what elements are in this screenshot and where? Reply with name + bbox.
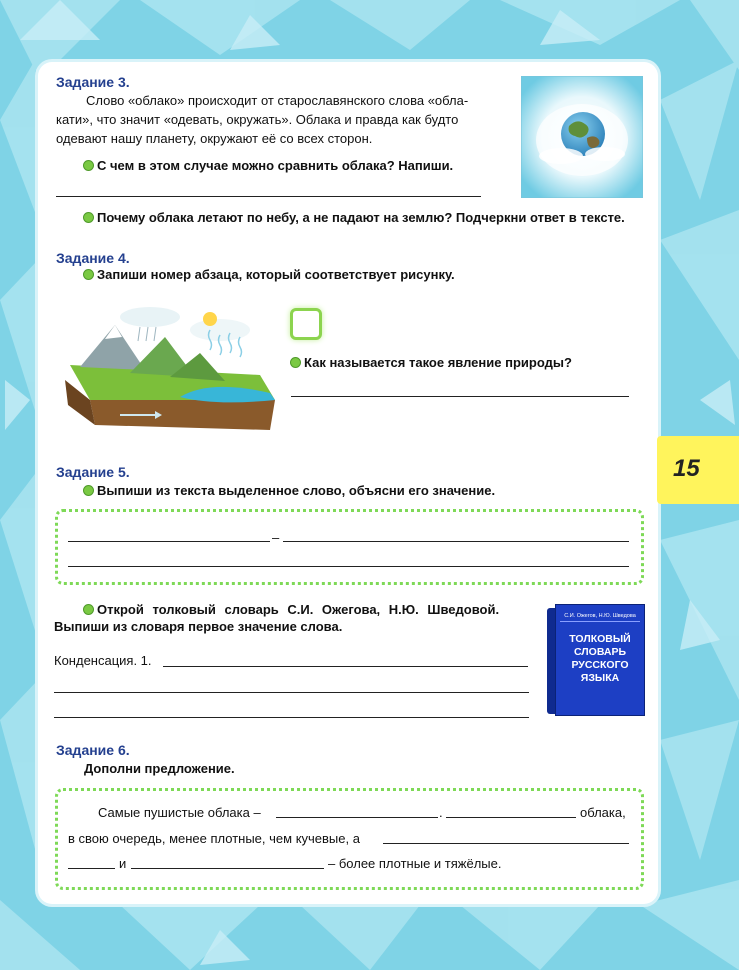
bullet-icon — [290, 357, 301, 368]
dictionary-book — [547, 604, 643, 714]
sentence-part2: . — [439, 805, 443, 820]
paragraph-number-box[interactable] — [290, 308, 322, 340]
dictionary-answer-line3[interactable] — [54, 717, 529, 718]
sentence-part6: – более плотные и тяжёлые. — [328, 856, 502, 871]
sentence-part5: и — [119, 856, 127, 871]
task3-question1-text: С чем в этом случае можно сравнить облака? Напиши. — [97, 158, 454, 173]
task3-question2 — [83, 210, 625, 225]
book-authors: С.И. Ожегов, Н.Ю. Шведова — [560, 613, 640, 622]
task6-instruction: Дополни предложение. — [84, 761, 235, 776]
book-title-line1: ТОЛКОВЫЙ — [569, 633, 631, 645]
book-title-line2: СЛОВАРЬ — [573, 646, 627, 658]
task3-line1: Слово «облако» происходит от старославянского слова «обла- — [86, 93, 469, 108]
task5-title: Задание 5. — [56, 464, 130, 480]
task3-line3: одевают нашу планету, окружают её со всех сторон. — [56, 131, 373, 146]
bullet-icon — [83, 485, 94, 496]
task4-instruction-text: Запиши номер абзаца, который соответствует рисунку. — [97, 267, 455, 282]
book-title-line3: РУССКОГО — [571, 659, 629, 671]
task5-instruction — [83, 483, 495, 498]
task4-answer-line[interactable] — [291, 396, 629, 397]
task5-word-line[interactable] — [68, 541, 270, 542]
task5-dictionary-line1 — [83, 602, 531, 617]
task5-dictionary-line1-text: Открой толковый словарь С.И. Ожегова, Н.Ю. Шведовой. — [97, 602, 500, 617]
dictionary-answer-line2[interactable] — [54, 692, 529, 693]
task5-meaning-line[interactable] — [283, 541, 629, 542]
sentence-blank3[interactable] — [383, 843, 629, 844]
task3-question2-text: Почему облака летают по небу, а не падают на землю? Подчеркни ответ в тексте. — [97, 210, 625, 225]
book-title-line4: ЯЗЫКА — [580, 672, 620, 684]
task3-line2: кати», что значит «одевать, окружать». Облака и правда как будто — [56, 112, 459, 127]
task4-question — [290, 355, 572, 370]
bullet-icon — [83, 604, 94, 615]
task5-dictionary-line2: Выпиши из словаря первое значение слова. — [54, 619, 343, 634]
page-number: 15 — [673, 455, 700, 482]
task3-paragraph — [56, 91, 508, 148]
sentence-blank1[interactable] — [276, 817, 438, 818]
task6-title: Задание 6. — [56, 742, 130, 758]
sentence-part1: Самые пушистые облака – — [98, 805, 261, 820]
book-cover — [555, 604, 645, 716]
task3-question1 — [83, 158, 453, 173]
task5-instruction-text: Выпиши из текста выделенное слово, объясни его значение. — [97, 483, 496, 498]
bullet-icon — [83, 212, 94, 223]
task3-answer-line[interactable] — [56, 196, 481, 197]
task5-word-label: Конденсация. 1. — [54, 653, 152, 668]
task5-meaning-line2[interactable] — [68, 566, 629, 567]
sentence-blank2[interactable] — [446, 817, 576, 818]
bullet-icon — [83, 269, 94, 280]
book-title — [556, 633, 644, 685]
sentence-part3: облака, — [580, 805, 626, 820]
sentence-blank5[interactable] — [131, 868, 324, 869]
water-cycle-illustration — [60, 305, 282, 433]
sentence-blank4[interactable] — [68, 868, 115, 869]
task4-question-text: Как называется такое явление природы? — [304, 355, 572, 370]
task4-title: Задание 4. — [56, 250, 130, 266]
task5-dash: – — [272, 530, 280, 545]
bullet-icon — [83, 160, 94, 171]
dictionary-answer-line1[interactable] — [163, 666, 528, 667]
sentence-part4: в свою очередь, менее плотные, чем кучевые, а — [68, 831, 360, 846]
task5-answer-box — [55, 509, 644, 585]
earth-clouds-illustration — [521, 76, 643, 198]
task4-instruction — [83, 267, 455, 282]
task3-title: Задание 3. — [56, 74, 130, 90]
